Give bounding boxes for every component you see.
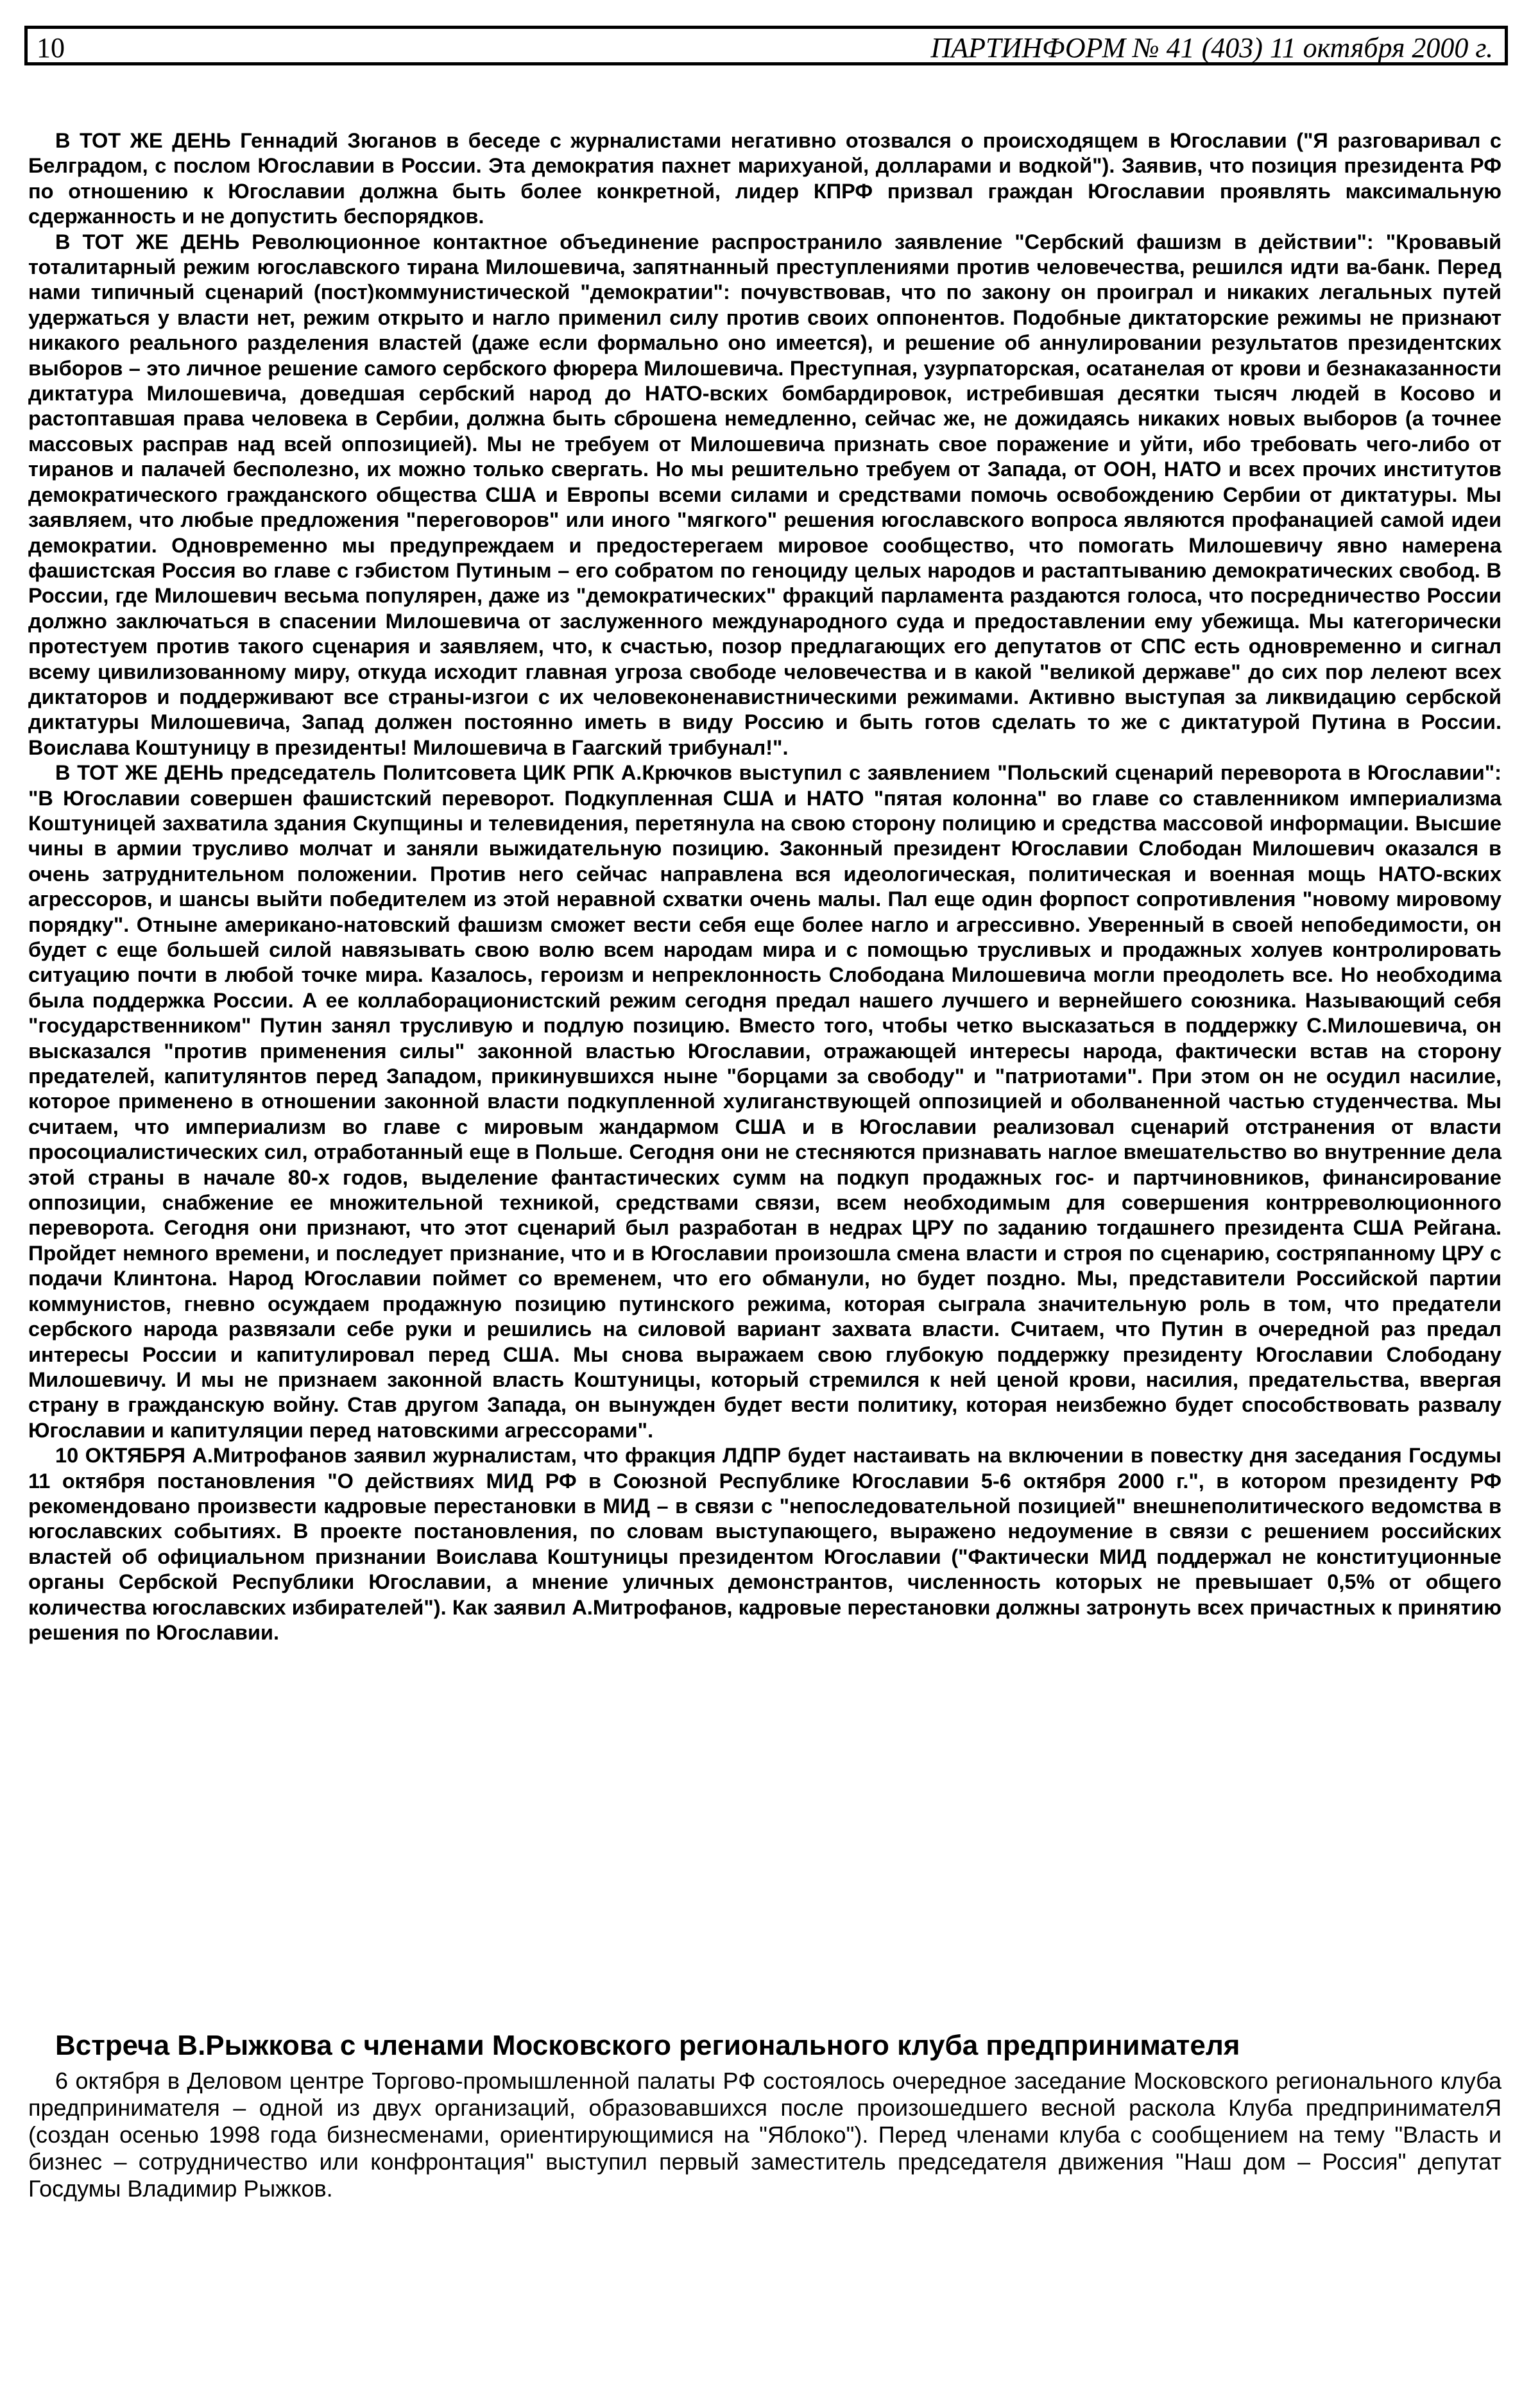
page-number: 10 <box>37 32 65 64</box>
publication-title: ПАРТИНФОРМ № 41 (403) 11 октября 2000 г. <box>930 32 1493 64</box>
article-paragraph: 6 октября в Деловом центре Торгово-промышленной палаты РФ состоялось очередное заседание Московского регионального клуба предпринимателя – одной из двух организаций, образовавшихся после произошедшего весной раскола Клуба предпринимателЯ (создан осенью 1998 года бизнесменами, ориентирующимися на "Яблоко"). Перед членами клуба с сообщением на тему "Власть и бизнес – сотрудничество или конфронтация" выступил первый заместитель председателя движения "Наш дом – Россия" депутат Госдумы Владимир Рыжков. <box>28 2068 1502 2202</box>
bulletin-paragraph: В ТОТ ЖЕ ДЕНЬ Геннадий Зюганов в беседе с журналистами негативно отозвался о происходящем в Югославии ("Я разговаривал с Белградом, с послом Югославии в России. Эта демократия пахнет марихуаной, долларами и водкой"). Заявив, что позиция президента РФ по отношению к Югославии должна быть более конкретной, лидер КПРФ призвал граждан Югославии проявлять максимальную сдержанность и не допустить беспорядков. <box>28 129 1502 228</box>
article-heading: Встреча В.Рыжкова с членами Московского регионального клуба предпринимателя <box>55 2030 1240 2061</box>
page-header <box>24 26 1508 65</box>
article-body <box>28 2068 1502 2202</box>
news-bulletin <box>28 128 1502 1645</box>
bulletin-paragraph: 10 ОКТЯБРЯ А.Митрофанов заявил журналистам, что фракция ЛДПР будет настаивать на включении в повестку дня заседания Госдумы 11 октября постановления "О действиях МИД РФ в Союзной Республике Югославии 5-6 октября 2000 г.", в котором президенту РФ рекомендовано произвести кадровые перестановки в МИД – в связи с "непоследовательной позицией" внешнеполитического ведомства в югославских событиях. В проекте постановления, по словам выступающего, выражено недоумение в связи с решением российских властей об официальном признании Воислава Коштуницы президентом Югославии ("Фактически МИД поддержал не конституционные органы Сербской Республики Югославии, а мнение уличных демонстрантов, численность которых не превышает 0,5% от общего количества югославских избирателей"). Как заявил А.Митрофанов, кадровые перестановки должны затронуть всех причастных к принятию решения по Югославии. <box>28 1444 1502 1644</box>
bulletin-paragraph: В ТОТ ЖЕ ДЕНЬ Революционное контактное объединение распространило заявление "Сербский фашизм в действии": "Кровавый тоталитарный режим югославского тирана Милошевича, запятнанный преступлениями против человечества, решился идти ва-банк. Перед нами типичный сценарий (пост)коммунистической "демократии": почувствовав, что по закону он проиграл и никаких легальных путей удержаться у власти нет, режим открыто и нагло применил силу против своих оппонентов. Подобные диктаторские режимы не признают никакого реального разделения властей (даже если формально оно имеется), и решение об аннулировании результатов президентских выборов – это личное решение самого сербского фюрера Милошевича. Преступная, узурпаторская, осатанелая от крови и безнаказанности диктатура Милошевича, доведшая сербский народ до НАТО-вских бомбардировок, истребившая десятки тысяч людей в Косово и растоптавшая права человека в Сербии, должна быть сброшена немедленно, сейчас же, не дожидаясь никаких новых выборов (а точнее массовых расправ над всей оппозицией). Мы не требуем от Милошевича признать свое поражение и уйти, ибо требовать чего-либо от тиранов и палачей бесполезно, их можно только свергать. Но мы решительно требуем от Запада, от ООН, НАТО и всех прочих институтов демократического гражданского общества США и Европы всеми силами и средствами помочь освобождению Сербии от диктатуры. Мы заявляем, что любые предложения "переговоров" или иного "мягкого" решения югославского вопроса являются профанацией самой идеи демократии. Одновременно мы предупреждаем и предостерегаем мировое сообщество, что помогать Милошевичу явно намерена фашистская Россия во главе с гэбистом Путиным – его собратом по геноциду целых народов и растаптыванию демократических свобод. В России, где Милошевич весьма популярен, даже из "демократических" фракций парламента раздаются голоса, что посредничество России должно заключаться в спасении Милошевича от заслуженного международного суда и предоставлении ему убежища. Мы категорически протестуем против такого сценария и заявляем, что, к счастью, позор предлагающих его депутатов от СПС есть одновременно и сигнал всему цивилизованному миру, откуда исходит главная угроза свободе человечества и в какой "великой державе" до сих пор лелеют всех диктаторов и поддерживают все страны-изгои с их человеконенавистническими режимами. Активно выступая за ликвидацию сербской диктатуры Милошевича, Запад должен постоянно иметь в виду Россию и быть готов сделать то же с диктатурой Путина в России. Воислава Коштуницу в президенты! Милошевича в Гаагский трибунал!". <box>28 230 1502 759</box>
bulletin-paragraph: В ТОТ ЖЕ ДЕНЬ председатель Политсовета ЦИК РПК А.Крючков выступил с заявлением "Польский сценарий переворота в Югославии": "В Югославии совершен фашистский переворот. Подкупленная США и НАТО "пятая колонна" во главе со ставленником империализма Коштуницей захватила здания Скупщины и телевидения, перетянула на свою сторону полицию и средства массовой информации. Высшие чины в армии трусливо молчат и заняли выжидательную позицию. Законный президент Югославии Слободан Милошевич оказался в очень затруднительном положении. Против него сейчас направлена вся идеологическая, политическая и военная мощь НАТО-вских агрессоров, и шансы выйти победителем из этой неравной схватки очень малы. Пал еще один форпост сопротивления "новому мировому порядку". Отныне американо-натовский фашизм сможет вести себя еще более нагло и агрессивно. Уверенный в своей непобедимости, он будет с еще большей силой навязывать свою волю всем народам мира и с помощью трусливых и продажных холуев контролировать ситуацию почти в любой точке мира. Казалось, героизм и непреклонность Слободана Милошевича могли преодолеть все. Но необходима была поддержка России. А ее коллаборационистский режим сегодня предал нашего лучшего и вернейшего союзника. Называющий себя "государственником" Путин занял трусливую и подлую позицию. Вместо того, чтобы четко высказаться в поддержку С.Милошевича, он высказался "против применения силы" законной властью Югославии, отражающей интересы народа, фактически встав на сторону предателей, капитулянтов перед Западом, прикинувшихся ныне "борцами за свободу" и "патриотами". При этом он не осудил насилие, которое применено в отношении законной власти подкупленной хулиганствующей оппозицией и оболваненной частью студенчества. Мы считаем, что империализм во главе с мировым жандармом США и в Югославии реализовал сценарий отстранения от власти просоциалистических сил, отработанный еще в Польше. Сегодня они не стесняются признавать наглое вмешательство во внутренние дела этой страны в начале 80-х годов, выделение фантастических сумм на подкуп продажных гос- и партчиновников, финансирование оппозиции, снабжение ее множительной техникой, средствами связи, всем необходимым для совершения контрреволюционного переворота. Сегодня они признают, что этот сценарий был разработан в недрах ЦРУ по заданию тогдашнего президента США Рейгана. Пройдет немного времени, и последует признание, что и в Югославии произошла смена власти и строя по сценарию, состряпанному ЦРУ с подачи Клинтона. Народ Югославии поймет со временем, что его обманули, но будет поздно. Мы, представители Российской партии коммунистов, гневно осуждаем продажную позицию путинского режима, которая сыграла значительную роль в том, что предатели сербского народа развязали себе руки и решились на силовой вариант захвата власти. Считаем, что Путин в очередной раз предал интересы России и капитулировал перед США. Мы снова выражаем свою глубокую поддержку президенту Югославии Слободану Милошевичу. И мы не признаем законной власть Коштуницы, который стремился к ней ценой крови, насилия, предательства, ввергая страну в гражданскую войну. Став другом Запада, он вынужден будет вести политику, которая неизбежно будет способствовать развалу Югославии и капитуляции перед натовскими агрессорами". <box>28 761 1502 1442</box>
